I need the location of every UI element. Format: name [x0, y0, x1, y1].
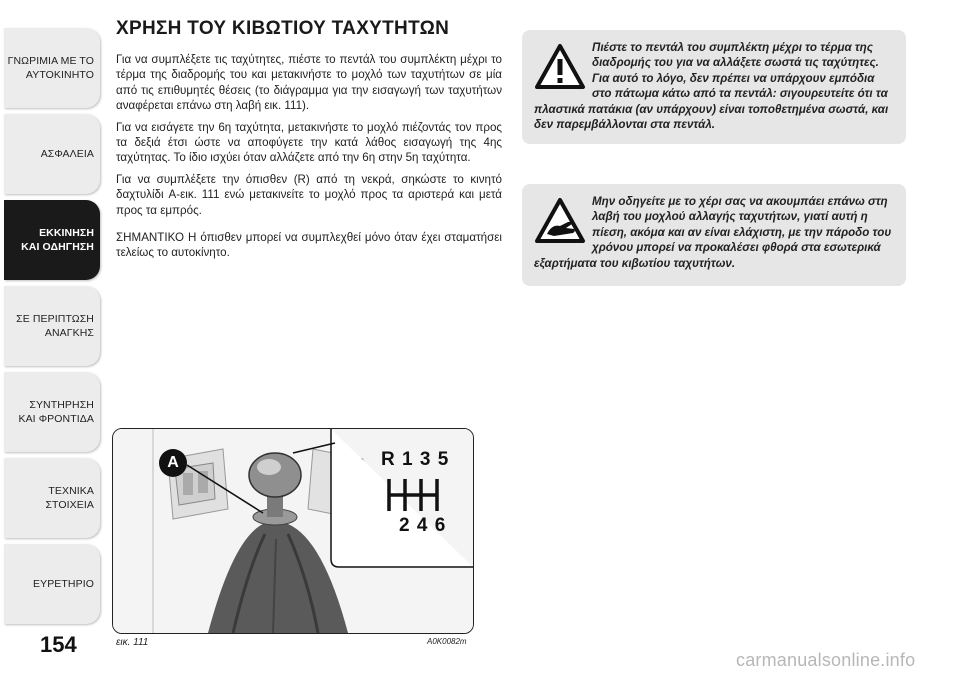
- warning-triangle-icon: [534, 42, 586, 92]
- tab-safety[interactable]: ΑΣΦΑΛΕΙΑ: [4, 114, 100, 194]
- tab-starting-and-driving[interactable]: ΕΚΚΙΝΗΣΗ ΚΑΙ ΟΔΗΓΗΣΗ: [4, 200, 100, 280]
- paragraph-3: Για να συμπλέξετε την όπισθεν (R) από τη νεκρά, σηκώστε το κινητό δαχτυλίδι A-εικ. 111 ενώ μετακινείτε το μοχλό προς τα αριστερά και μετά προς τα εμπρός.: [116, 172, 502, 217]
- warning-text-1: Πιέστε το πεντάλ του συμπλέκτη μέχρι το τέρμα της διαδρομής του για να αλλάξετε σωστά τις ταχύτητες. Για αυτό το λόγο, δεν πρέπει να υπάρχουν εμπόδια στο πάτωμα κάτω από τα πεντάλ: σιγουρευτείτε ότι τα πλαστικά πατάκια (αν υπάρχουν) είναι τοποθετημένα σωστά, και δεν παρεμβάλλονται στα πεντάλ.: [534, 41, 889, 132]
- warning-box-hand: [522, 184, 906, 286]
- tab-maintenance[interactable]: ΣΥΝΤΗΡΗΣΗ ΚΑΙ ΦΡΟΝΤΙΔΑ: [4, 372, 100, 452]
- watermark: carmanualsonline.info: [736, 650, 916, 670]
- gear-lever-figure: [112, 428, 474, 634]
- hand-warning-icon: [534, 196, 586, 246]
- figure-code: A0K0082m: [427, 637, 467, 646]
- paragraph-1: Για να συμπλέξετε τις ταχύτητες, πιέστε το πεντάλ του συμπλέκτη μέχρι το τέρμα της διαδρομής του και μετακινήστε το μοχλό των ταχυτήτων σε μία από τις επιθυμητές θέσεις (το διάγραμμα για την εισαγωγή των ταχυτήτων αναφέρεται επάνω στη λαβή εικ. 111).: [116, 53, 502, 113]
- paragraph-4: ΣΗΜΑΝΤΙΚΟ Η όπισθεν μπορεί να συμπλεχθεί μόνο όταν έχει σταματήσει τελείως το αυτοκίνητο.: [116, 231, 502, 260]
- page-number: 154: [40, 632, 77, 657]
- warning-box-clutch: [522, 30, 906, 144]
- gear-pattern-top: R 1 3 5: [381, 449, 450, 470]
- tab-index[interactable]: ΕΥΡΕΤΗΡΙΟ: [4, 544, 100, 624]
- tab-emergency[interactable]: ΣΕ ΠΕΡΙΠΤΩΣΗ ΑΝΑΓΚΗΣ: [4, 286, 100, 366]
- main-text-column: [116, 18, 502, 267]
- page-title: ΧΡΗΣΗ ΤΟΥ ΚΙΒΩΤΙΟΥ ΤΑΧΥΤΗΤΩΝ: [116, 18, 450, 39]
- gear-pattern-bottom: 2 4 6: [399, 515, 447, 536]
- warning-text-2: Μην οδηγείτε με το χέρι σας να ακουμπάει επάνω στη λαβή του μοχλού αλλαγής ταχυτήτων, γιατί αυτή η πίεση, ακόμα και αν είναι ελάχιστη, με την πάροδο του χρόνου μπορεί να προκαλέσει φθορά στα εσωτερικά εξαρτήματα του κιβωτίου ταχυτήτων.: [534, 195, 892, 270]
- figure-caption: εικ. 111: [116, 637, 149, 648]
- tab-technical-data[interactable]: ΤΕΧΝΙΚΑ ΣΤΟΙΧΕΙΑ: [4, 458, 100, 538]
- paragraph-2: Για να εισάγετε την 6η ταχύτητα, μετακινήστε το μοχλό πιέζοντάς τον προς τα δεξιά έτσι ώστε να αποφύγετε την κατά λάθος εισαγωγή της 4ης ταχύτητας. Το ίδιο ισχύει όταν αλλάζετε από την 6η στην 5η ταχύτητα.: [116, 120, 502, 165]
- tab-getting-to-know-car[interactable]: ΓΝΩΡΙΜΙΑ ΜΕ ΤΟ ΑΥΤΟΚΙΝΗΤΟ: [4, 28, 100, 108]
- callout-label-a: A: [167, 454, 179, 471]
